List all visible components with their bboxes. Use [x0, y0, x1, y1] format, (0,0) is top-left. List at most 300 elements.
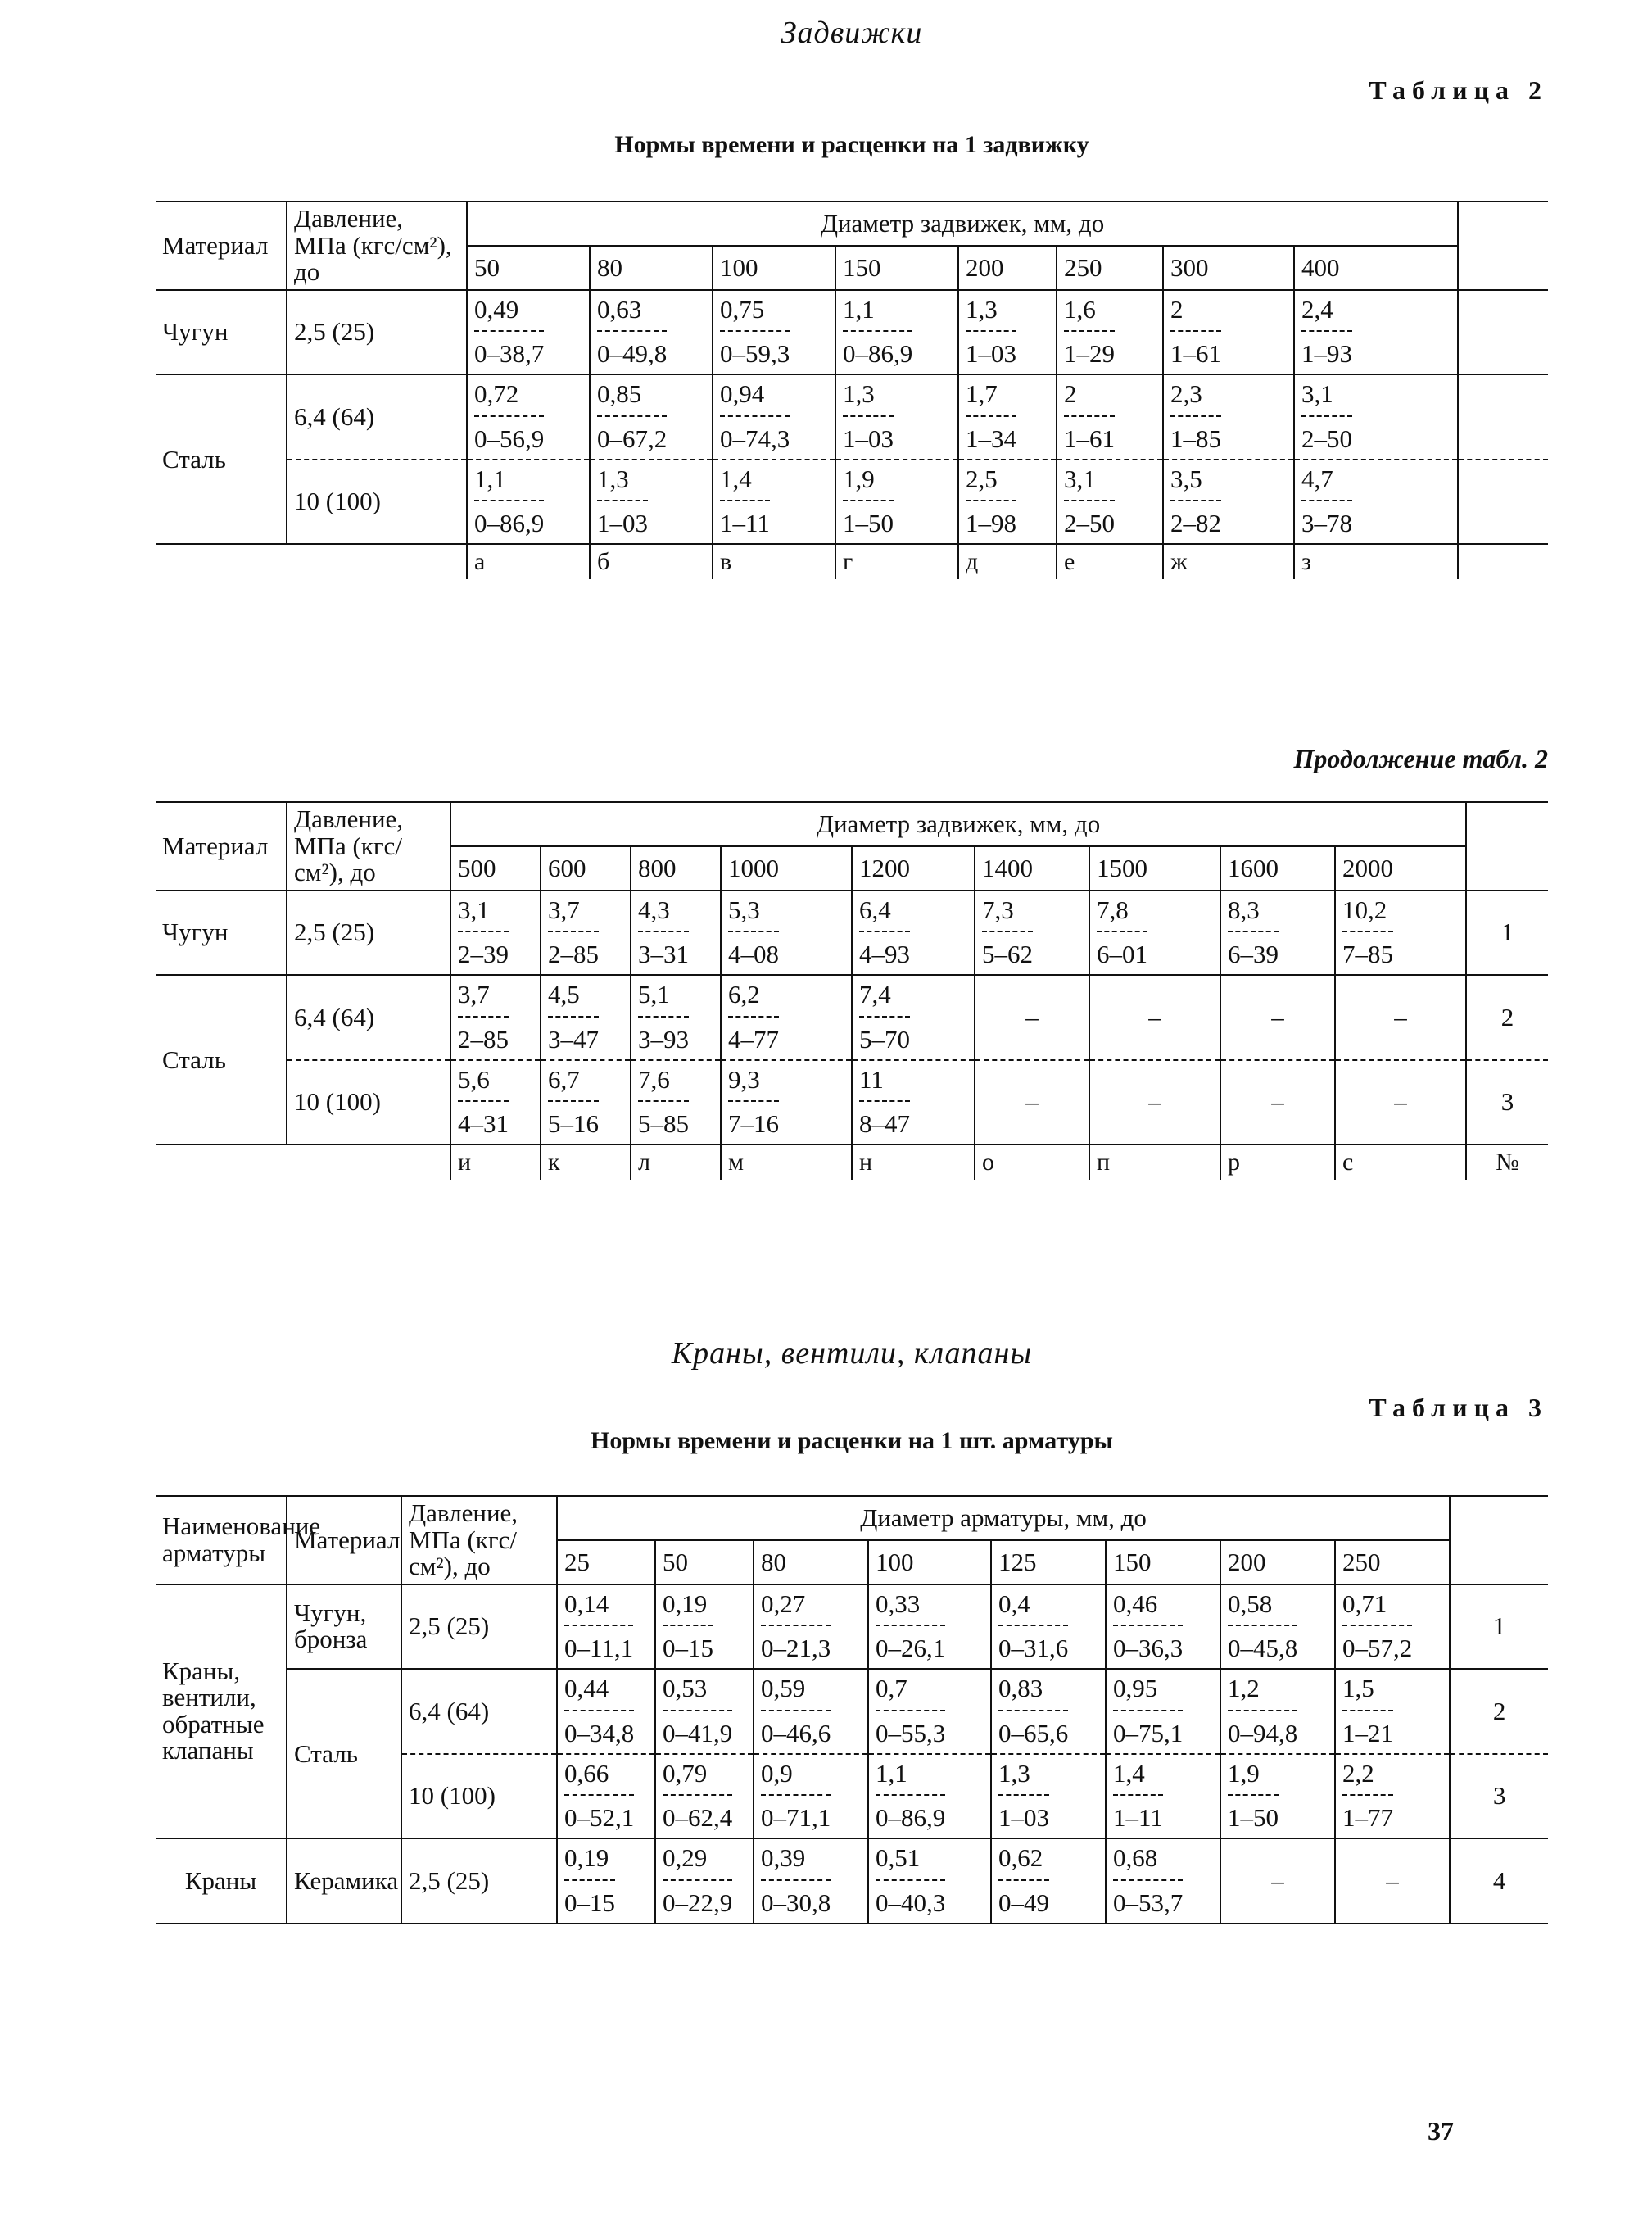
- rate: 4–93: [859, 940, 910, 969]
- norm-rate-fraction: [1170, 294, 1221, 371]
- time-norm: 4,7: [1301, 464, 1352, 502]
- norm-rate-fraction: [638, 895, 689, 972]
- rate: 2–85: [548, 940, 599, 969]
- value-cell: [1057, 374, 1163, 460]
- diameter-header: 250: [1057, 246, 1163, 290]
- time-norm: 1,7: [966, 378, 1016, 417]
- norm-rate-fraction: [761, 1758, 831, 1835]
- col-header-pressure: Давление, МПа (кгс/см²), до: [287, 202, 467, 290]
- diameter-header: 100: [868, 1540, 991, 1584]
- value-cell: [590, 374, 713, 460]
- time-norm: 4,5: [548, 979, 599, 1018]
- diameter-header: 1500: [1089, 846, 1220, 891]
- time-norm: 8,3: [1228, 895, 1279, 933]
- row-number: 3: [1450, 1754, 1548, 1839]
- rate: 1–11: [1113, 1803, 1163, 1833]
- time-norm: 2: [1064, 378, 1115, 417]
- col-header-diameter: Диаметр задвижек, мм, до: [450, 802, 1466, 846]
- material-cell: Чугун: [156, 290, 287, 375]
- value-cell-empty: –: [1089, 975, 1220, 1060]
- number-column-label: №: [1466, 1144, 1548, 1180]
- rate: 1–77: [1342, 1803, 1393, 1833]
- norm-rate-fraction: [548, 895, 599, 972]
- row-number: 1: [1466, 891, 1548, 976]
- value-cell: [958, 460, 1057, 545]
- time-norm: 1,3: [998, 1758, 1049, 1797]
- time-norm: 0,7: [876, 1673, 945, 1711]
- norm-rate-fraction: [761, 1842, 831, 1920]
- value-cell: [713, 460, 835, 545]
- value-cell: [467, 374, 590, 460]
- rate: 0–65,6: [998, 1718, 1069, 1747]
- col-header-name: Наименование арматуры: [156, 1496, 287, 1584]
- rate: 1–50: [843, 509, 894, 538]
- value-cell: [1106, 1584, 1220, 1670]
- time-norm: 0,53: [663, 1673, 732, 1711]
- rate: 0–57,2: [1342, 1634, 1413, 1663]
- rate: 1–61: [1170, 339, 1221, 369]
- value-cell-empty: –: [1220, 1838, 1335, 1924]
- norm-rate-fraction: [859, 979, 910, 1056]
- norm-rate-fraction: [458, 1064, 509, 1141]
- value-cell: [835, 374, 958, 460]
- column-letter: и: [450, 1144, 541, 1180]
- rate: 4–08: [728, 940, 779, 969]
- value-cell: [975, 891, 1089, 976]
- table-row: [156, 1584, 1548, 1670]
- value-cell: [754, 1838, 868, 1924]
- rate: 3–47: [548, 1024, 599, 1054]
- value-cell: [754, 1584, 868, 1670]
- value-cell: [868, 1584, 991, 1670]
- value-cell: [590, 460, 713, 545]
- column-letter: в: [713, 544, 835, 579]
- rate: 0–59,3: [720, 339, 790, 369]
- value-cell: [1089, 891, 1220, 976]
- value-cell: [541, 975, 631, 1060]
- time-norm: 0,49: [474, 294, 544, 333]
- time-norm: 0,51: [876, 1842, 945, 1881]
- time-norm: 5,3: [728, 895, 779, 933]
- section-title-taps-valves: Краны, вентили, клапаны: [671, 1336, 1033, 1371]
- norm-rate-fraction: [1228, 895, 1279, 972]
- row-number: 4: [1450, 1838, 1548, 1924]
- time-norm: 5,1: [638, 979, 689, 1018]
- norm-rate-fraction: [843, 464, 894, 541]
- col-header-material: Материал: [156, 802, 287, 891]
- value-cell: [541, 891, 631, 976]
- rate: 0–52,1: [564, 1803, 635, 1833]
- rate: 1–21: [1342, 1718, 1393, 1747]
- time-norm: 2,4: [1301, 294, 1352, 333]
- value-cell: [721, 1060, 852, 1145]
- rate: 0–49,8: [597, 339, 668, 369]
- value-cell: [1335, 1584, 1450, 1670]
- pressure-cell: 2,5 (25): [401, 1838, 557, 1924]
- time-norm: 0,39: [761, 1842, 831, 1881]
- diameter-header: 1400: [975, 846, 1089, 891]
- time-norm: 0,19: [663, 1589, 713, 1627]
- rate: 1–98: [966, 509, 1016, 538]
- rate: 1–11: [720, 509, 770, 538]
- norm-rate-fraction: [1113, 1758, 1163, 1835]
- rate: 3–93: [638, 1024, 689, 1054]
- col-header-material: Материал: [156, 202, 287, 290]
- time-norm: 0,27: [761, 1589, 831, 1627]
- time-norm: 5,6: [458, 1064, 509, 1103]
- diameter-header: 1600: [1220, 846, 1335, 891]
- norm-rate-fraction: [1113, 1842, 1183, 1920]
- value-cell: [655, 1754, 754, 1839]
- value-cell: [1057, 290, 1163, 375]
- time-norm: 3,1: [1064, 464, 1115, 502]
- col-header-pressure: Давление, МПа (кгс/см²), до: [401, 1496, 557, 1584]
- row-number: 3: [1466, 1060, 1548, 1145]
- time-norm: 0,19: [564, 1842, 615, 1881]
- norm-rate-fraction: [998, 1842, 1049, 1920]
- time-norm: 0,79: [663, 1758, 732, 1797]
- diameter-header: 2000: [1342, 853, 1393, 882]
- norm-rate-fraction: [564, 1673, 634, 1750]
- value-cell: [467, 290, 590, 375]
- column-letter: м: [721, 1144, 852, 1180]
- value-cell: [655, 1584, 754, 1670]
- table-2-continuation-label: Продолжение табл. 2: [1293, 744, 1548, 773]
- time-norm: 7,6: [638, 1064, 689, 1103]
- time-norm: 1,9: [843, 464, 894, 502]
- norm-rate-fraction: [859, 1064, 910, 1141]
- column-letter: а: [467, 544, 590, 579]
- norm-rate-fraction: [1228, 1673, 1297, 1750]
- rate: 0–86,9: [474, 509, 545, 538]
- column-letter: р: [1220, 1144, 1335, 1180]
- rate: 0–55,3: [876, 1718, 946, 1747]
- table-row: [156, 975, 1548, 1060]
- norm-rate-fraction: [843, 378, 894, 456]
- norm-rate-fraction: [1301, 464, 1352, 541]
- value-cell: [991, 1754, 1106, 1839]
- value-cell: [1294, 460, 1458, 545]
- time-norm: 2,3: [1170, 378, 1221, 417]
- rate: 1–29: [1064, 339, 1115, 369]
- norm-rate-fraction: [1113, 1673, 1183, 1750]
- rate: 0–46,6: [761, 1718, 831, 1747]
- rate: 0–62,4: [663, 1803, 733, 1833]
- rate: 1–85: [1170, 424, 1221, 453]
- value-cell: [1294, 290, 1458, 375]
- diameter-header: 400: [1301, 252, 1340, 282]
- value-cell: [655, 1669, 754, 1754]
- rate: 7–16: [728, 1109, 779, 1139]
- norm-rate-fraction: [1170, 378, 1221, 456]
- rate: 2–82: [1170, 509, 1221, 538]
- norm-rate-fraction: [597, 294, 667, 371]
- norm-rate-fraction: [474, 294, 544, 371]
- value-cell: [1106, 1669, 1220, 1754]
- pressure-cell: 6,4 (64): [287, 975, 450, 1060]
- pressure-cell: 10 (100): [287, 1060, 450, 1145]
- value-cell-empty: –: [975, 1060, 1089, 1145]
- material-cell: Чугун, бронза: [287, 1584, 401, 1670]
- value-cell: [557, 1584, 655, 1670]
- diameter-header: 1000: [721, 846, 852, 891]
- time-norm: 0,9: [761, 1758, 831, 1797]
- time-norm: 1,5: [1342, 1673, 1393, 1711]
- rate: 5–62: [982, 940, 1033, 969]
- value-cell: [754, 1669, 868, 1754]
- value-cell: [467, 460, 590, 545]
- value-cell: [1163, 290, 1294, 375]
- table-row: [156, 1669, 1548, 1754]
- norm-rate-fraction: [728, 1064, 779, 1141]
- value-cell: [721, 975, 852, 1060]
- material-cell: Сталь: [156, 975, 287, 1144]
- diameter-header: 150: [1106, 1540, 1220, 1584]
- value-cell-empty: –: [1335, 975, 1466, 1060]
- rate: 0–74,3: [720, 424, 790, 453]
- value-cell: [991, 1584, 1106, 1670]
- norm-rate-fraction: [1228, 1758, 1279, 1835]
- rate: 0–38,7: [474, 339, 545, 369]
- pressure-cell: 6,4 (64): [401, 1669, 557, 1754]
- diameter-header: 600: [541, 846, 631, 891]
- value-cell: [1220, 891, 1335, 976]
- value-cell: [1106, 1754, 1220, 1839]
- value-cell: [450, 891, 541, 976]
- norm-rate-fraction: [1342, 1758, 1393, 1835]
- material-cell: Сталь: [156, 374, 287, 544]
- norm-rate-fraction: [1097, 895, 1147, 972]
- norm-rate-fraction: [597, 464, 648, 541]
- time-norm: 2,2: [1342, 1758, 1393, 1797]
- time-norm: 6,4: [859, 895, 910, 933]
- time-norm: 0,63: [597, 294, 667, 333]
- time-norm: 1,9: [1228, 1758, 1279, 1797]
- norm-rate-fraction: [1064, 294, 1115, 371]
- rate: 0–36,3: [1113, 1634, 1184, 1663]
- material-cell: Сталь: [287, 1669, 401, 1838]
- value-cell-empty: –: [1089, 1060, 1220, 1145]
- value-cell: [852, 891, 975, 976]
- time-norm: 0,94: [720, 378, 790, 417]
- rate: 0–34,8: [564, 1718, 635, 1747]
- time-norm: 1,1: [474, 464, 544, 502]
- norm-rate-fraction: [1342, 1673, 1393, 1750]
- time-norm: 6,2: [728, 979, 779, 1018]
- rate: 0–94,8: [1228, 1718, 1298, 1747]
- norm-rate-fraction: [564, 1589, 633, 1666]
- column-letter: ж: [1163, 544, 1294, 579]
- value-cell: [713, 374, 835, 460]
- table-row: [156, 374, 1548, 460]
- time-norm: 0,75: [720, 294, 790, 333]
- norm-rate-fraction: [859, 895, 910, 972]
- value-cell: [721, 891, 852, 976]
- norm-rate-fraction: [458, 979, 509, 1056]
- value-cell: [991, 1669, 1106, 1754]
- norm-rate-fraction: [474, 378, 544, 456]
- rate: 0–56,9: [474, 424, 545, 453]
- value-cell-empty: –: [1220, 975, 1335, 1060]
- col-header-diameter: Диаметр арматуры, мм, до: [557, 1496, 1450, 1540]
- time-norm: 0,29: [663, 1842, 732, 1881]
- norm-rate-fraction: [564, 1842, 615, 1920]
- rate: 0–53,7: [1113, 1888, 1184, 1917]
- col-header-pressure: Давление, МПа (кгс/см²), до: [287, 802, 450, 891]
- diameter-header: 50: [655, 1540, 754, 1584]
- time-norm: 0,71: [1342, 1589, 1412, 1627]
- value-cell: [557, 1754, 655, 1839]
- norm-rate-fraction: [1170, 464, 1221, 541]
- value-cell: [754, 1754, 868, 1839]
- norm-rate-fraction: [761, 1589, 831, 1666]
- diameter-header: 300: [1163, 246, 1294, 290]
- norm-rate-fraction: [474, 464, 544, 541]
- col-header-material: Материал: [287, 1496, 401, 1584]
- row-number: 2: [1450, 1669, 1548, 1754]
- time-norm: 0,83: [998, 1673, 1068, 1711]
- column-letter: з: [1294, 544, 1458, 579]
- time-norm: 0,14: [564, 1589, 633, 1627]
- diameter-header: 25: [557, 1540, 655, 1584]
- value-cell: [868, 1754, 991, 1839]
- time-norm: 0,46: [1113, 1589, 1183, 1627]
- rate: 6–39: [1228, 940, 1279, 969]
- column-letter-row: [156, 544, 1548, 579]
- time-norm: 0,66: [564, 1758, 634, 1797]
- time-norm: 10,2: [1342, 895, 1393, 933]
- rate: 3–78: [1301, 509, 1352, 538]
- rate: 0–67,2: [597, 424, 668, 453]
- value-cell: [450, 1060, 541, 1145]
- table-3: [156, 1495, 1548, 1924]
- diameter-header: 50: [467, 246, 590, 290]
- norm-rate-fraction: [597, 378, 667, 456]
- rate: 0–22,9: [663, 1888, 733, 1917]
- norm-rate-fraction: [1113, 1589, 1183, 1666]
- norm-rate-fraction: [1342, 1589, 1412, 1666]
- table-2: [156, 201, 1548, 579]
- time-norm: 3,1: [458, 895, 509, 933]
- value-cell: [1294, 374, 1458, 460]
- rate: 5–70: [859, 1024, 910, 1054]
- material-cell: Чугун: [156, 891, 287, 976]
- diameter-header: 80: [754, 1540, 868, 1584]
- norm-rate-fraction: [843, 294, 912, 371]
- col-header-diameter: Диаметр задвижек, мм, до: [467, 202, 1458, 246]
- column-letter: н: [852, 1144, 975, 1180]
- norm-rate-fraction: [876, 1758, 945, 1835]
- value-cell: [631, 975, 721, 1060]
- pressure-cell: 10 (100): [401, 1754, 557, 1839]
- time-norm: 4,3: [638, 895, 689, 933]
- diameter-header: 200: [958, 246, 1057, 290]
- column-letter: с: [1335, 1144, 1466, 1180]
- rate: 1–03: [966, 339, 1016, 369]
- value-cell: [868, 1669, 991, 1754]
- time-norm: 0,4: [998, 1589, 1068, 1627]
- norm-rate-fraction: [638, 979, 689, 1056]
- time-norm: 1,3: [843, 378, 894, 417]
- rate: 3–31: [638, 940, 689, 969]
- time-norm: 1,4: [720, 464, 770, 502]
- value-cell: [958, 290, 1057, 375]
- pressure-cell: 6,4 (64): [287, 374, 467, 460]
- table-row: [156, 891, 1548, 976]
- rate: 8–47: [859, 1109, 910, 1139]
- rate: 0–15: [663, 1634, 713, 1663]
- diameter-header: 100: [713, 246, 835, 290]
- rate: 1–93: [1301, 339, 1352, 369]
- value-cell: [958, 374, 1057, 460]
- rate: 0–86,9: [876, 1803, 946, 1833]
- pressure-cell: 2,5 (25): [287, 290, 467, 375]
- rate: 4–31: [458, 1109, 509, 1139]
- value-cell: [557, 1838, 655, 1924]
- norm-rate-fraction: [966, 464, 1016, 541]
- rate: 0–21,3: [761, 1634, 831, 1663]
- value-cell: [1335, 891, 1466, 976]
- rate: 6–01: [1097, 940, 1147, 969]
- diameter-header: 150: [835, 246, 958, 290]
- rate: 0–26,1: [876, 1634, 946, 1663]
- value-cell: [1335, 1754, 1450, 1839]
- section-title-gate-valves: Задвижки: [781, 16, 923, 50]
- table-row: [156, 290, 1548, 375]
- time-norm: 1,1: [876, 1758, 945, 1797]
- column-letter-row: [156, 1144, 1548, 1180]
- table-row: [156, 460, 1548, 545]
- rate: 2–50: [1301, 424, 1352, 453]
- time-norm: 7,8: [1097, 895, 1147, 933]
- norm-rate-fraction: [876, 1842, 945, 1920]
- norm-rate-fraction: [548, 979, 599, 1056]
- column-letter: к: [541, 1144, 631, 1180]
- time-norm: 7,3: [982, 895, 1033, 933]
- diameter-header: 125: [991, 1540, 1106, 1584]
- column-letter: г: [835, 544, 958, 579]
- value-cell: [1220, 1754, 1335, 1839]
- value-cell-empty: –: [1220, 1060, 1335, 1145]
- time-norm: 1,1: [843, 294, 912, 333]
- time-norm: 7,4: [859, 979, 910, 1018]
- norm-rate-fraction: [1342, 895, 1393, 972]
- value-cell: [1220, 1669, 1335, 1754]
- value-cell-empty: –: [1335, 1060, 1466, 1145]
- time-norm: 0,62: [998, 1842, 1049, 1881]
- table-3-label: Таблица 3: [1369, 1393, 1548, 1422]
- diameter-header: 1200: [852, 846, 975, 891]
- norm-rate-fraction: [663, 1842, 732, 1920]
- pressure-cell: 10 (100): [287, 460, 467, 545]
- diameter-header: 500: [450, 846, 541, 891]
- rate: 0–40,3: [876, 1888, 946, 1917]
- norm-rate-fraction: [876, 1673, 945, 1750]
- rate: 0–86,9: [843, 339, 913, 369]
- row-number: 1: [1450, 1584, 1548, 1670]
- rate: 1–50: [1228, 1803, 1279, 1833]
- norm-rate-fraction: [761, 1673, 831, 1750]
- time-norm: 0,72: [474, 378, 544, 417]
- value-cell-empty: –: [975, 975, 1089, 1060]
- norm-rate-fraction: [876, 1589, 945, 1666]
- rate: 0–45,8: [1228, 1634, 1298, 1663]
- value-cell: [590, 290, 713, 375]
- table-row: [156, 1060, 1548, 1145]
- value-cell: [541, 1060, 631, 1145]
- column-letter: д: [958, 544, 1057, 579]
- norm-rate-fraction: [458, 895, 509, 972]
